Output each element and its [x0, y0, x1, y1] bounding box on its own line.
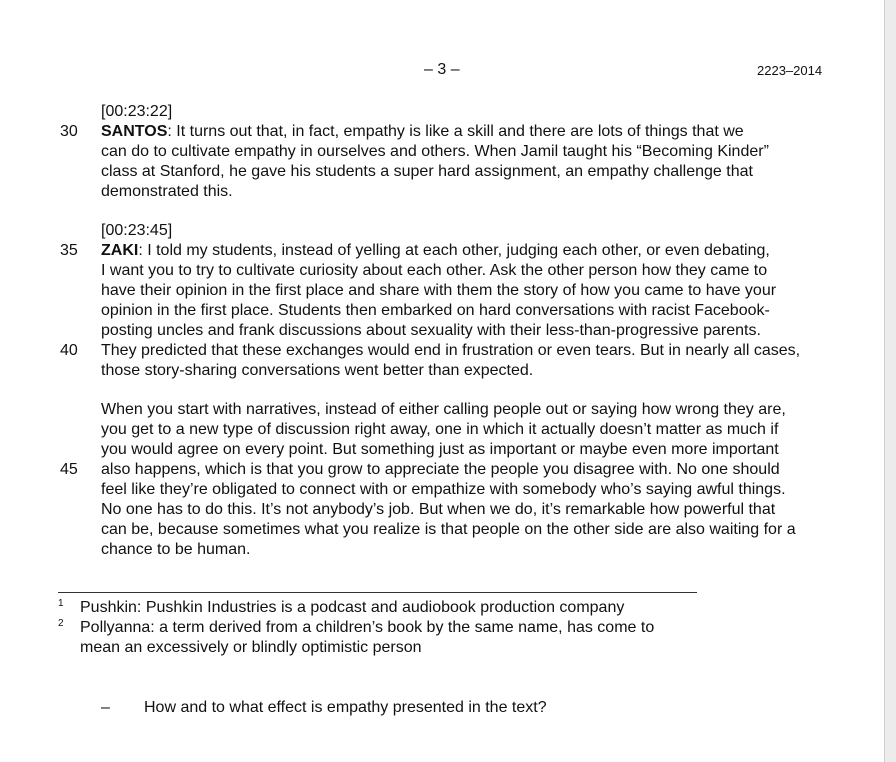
text-line — [101, 122, 744, 142]
speaker-name: SANTOS — [101, 123, 168, 140]
text-line: No one has to do this. It’s not anybody’s job. But when we do, it’s remarkable how powerful that — [101, 501, 776, 518]
line-number: 35 — [60, 242, 78, 259]
text-line: chance to be human. — [101, 541, 251, 558]
text-line: can be, because sometimes what you realize is that people on the other side are also waiting for a — [101, 521, 796, 538]
text-segment: : I told my students, instead of yelling at each other, judging each other, or even debating, — [138, 242, 770, 259]
line-number: 45 — [60, 461, 78, 478]
text-line: feel like they’re obligated to connect with or empathize with somebody who’s saying awful things. — [101, 481, 786, 498]
text-segment: : It turns out that, in fact, empathy is like a skill and there are lots of things that we — [167, 123, 744, 140]
question-bullet: – — [101, 699, 110, 716]
footnote-text: Pollyanna: a term derived from a children’s book by the same name, has come to — [80, 619, 655, 636]
text-line: you would agree on every point. But something just as important or maybe even more important — [101, 441, 779, 458]
text-line: opinion in the first place. Students then embarked on hard conversations with racist Facebook- — [101, 302, 770, 319]
footnote-text: mean an excessively or blindly optimistic person — [80, 639, 422, 656]
timestamp: [00:23:45] — [101, 222, 173, 239]
text-line: demonstrated this. — [101, 183, 233, 200]
line-number: 30 — [60, 123, 78, 140]
text-line — [101, 241, 770, 261]
footnote-text: Pushkin: Pushkin Industries is a podcast and audiobook production company — [80, 599, 625, 616]
speaker-name: ZAKI — [101, 242, 139, 259]
text-line: I want you to try to cultivate curiosity about each other. Ask the other person how they came to — [101, 262, 768, 279]
document-code: 2223–2014 — [757, 63, 823, 78]
footnote-marker: 2 — [58, 618, 64, 629]
text-line: have their opinion in the first place and share with them the story of how you came to have your — [101, 282, 777, 299]
timestamp: [00:23:22] — [101, 103, 173, 120]
text-line: posting uncles and frank discussions about sexuality with their less-than-progressive parents. — [101, 322, 761, 339]
text-line: class at Stanford, he gave his students a super hard assignment, an empathy challenge that — [101, 163, 753, 180]
scrollbar-track[interactable] — [885, 0, 896, 762]
footnote-marker: 1 — [58, 598, 64, 609]
text-line: also happens, which is that you grow to appreciate the people you disagree with. No one should — [101, 461, 780, 478]
text-line: They predicted that these exchanges would end in frustration or even tears. But in nearly all cases, — [101, 342, 801, 359]
page-number: – 3 – — [424, 61, 460, 78]
text-line: can do to cultivate empathy in ourselves and others. When Jamil taught his “Becoming Kinder” — [101, 143, 769, 160]
text-line: When you start with narratives, instead of either calling people out or saying how wrong they are, — [101, 401, 786, 418]
line-number: 40 — [60, 342, 78, 359]
text-line: those story-sharing conversations went better than expected. — [101, 362, 534, 379]
footnote-divider — [58, 592, 697, 593]
text-line: you get to a new type of discussion right away, one in which it actually doesn’t matter as much if — [101, 421, 779, 438]
question-text: How and to what effect is empathy presented in the text? — [144, 699, 547, 716]
